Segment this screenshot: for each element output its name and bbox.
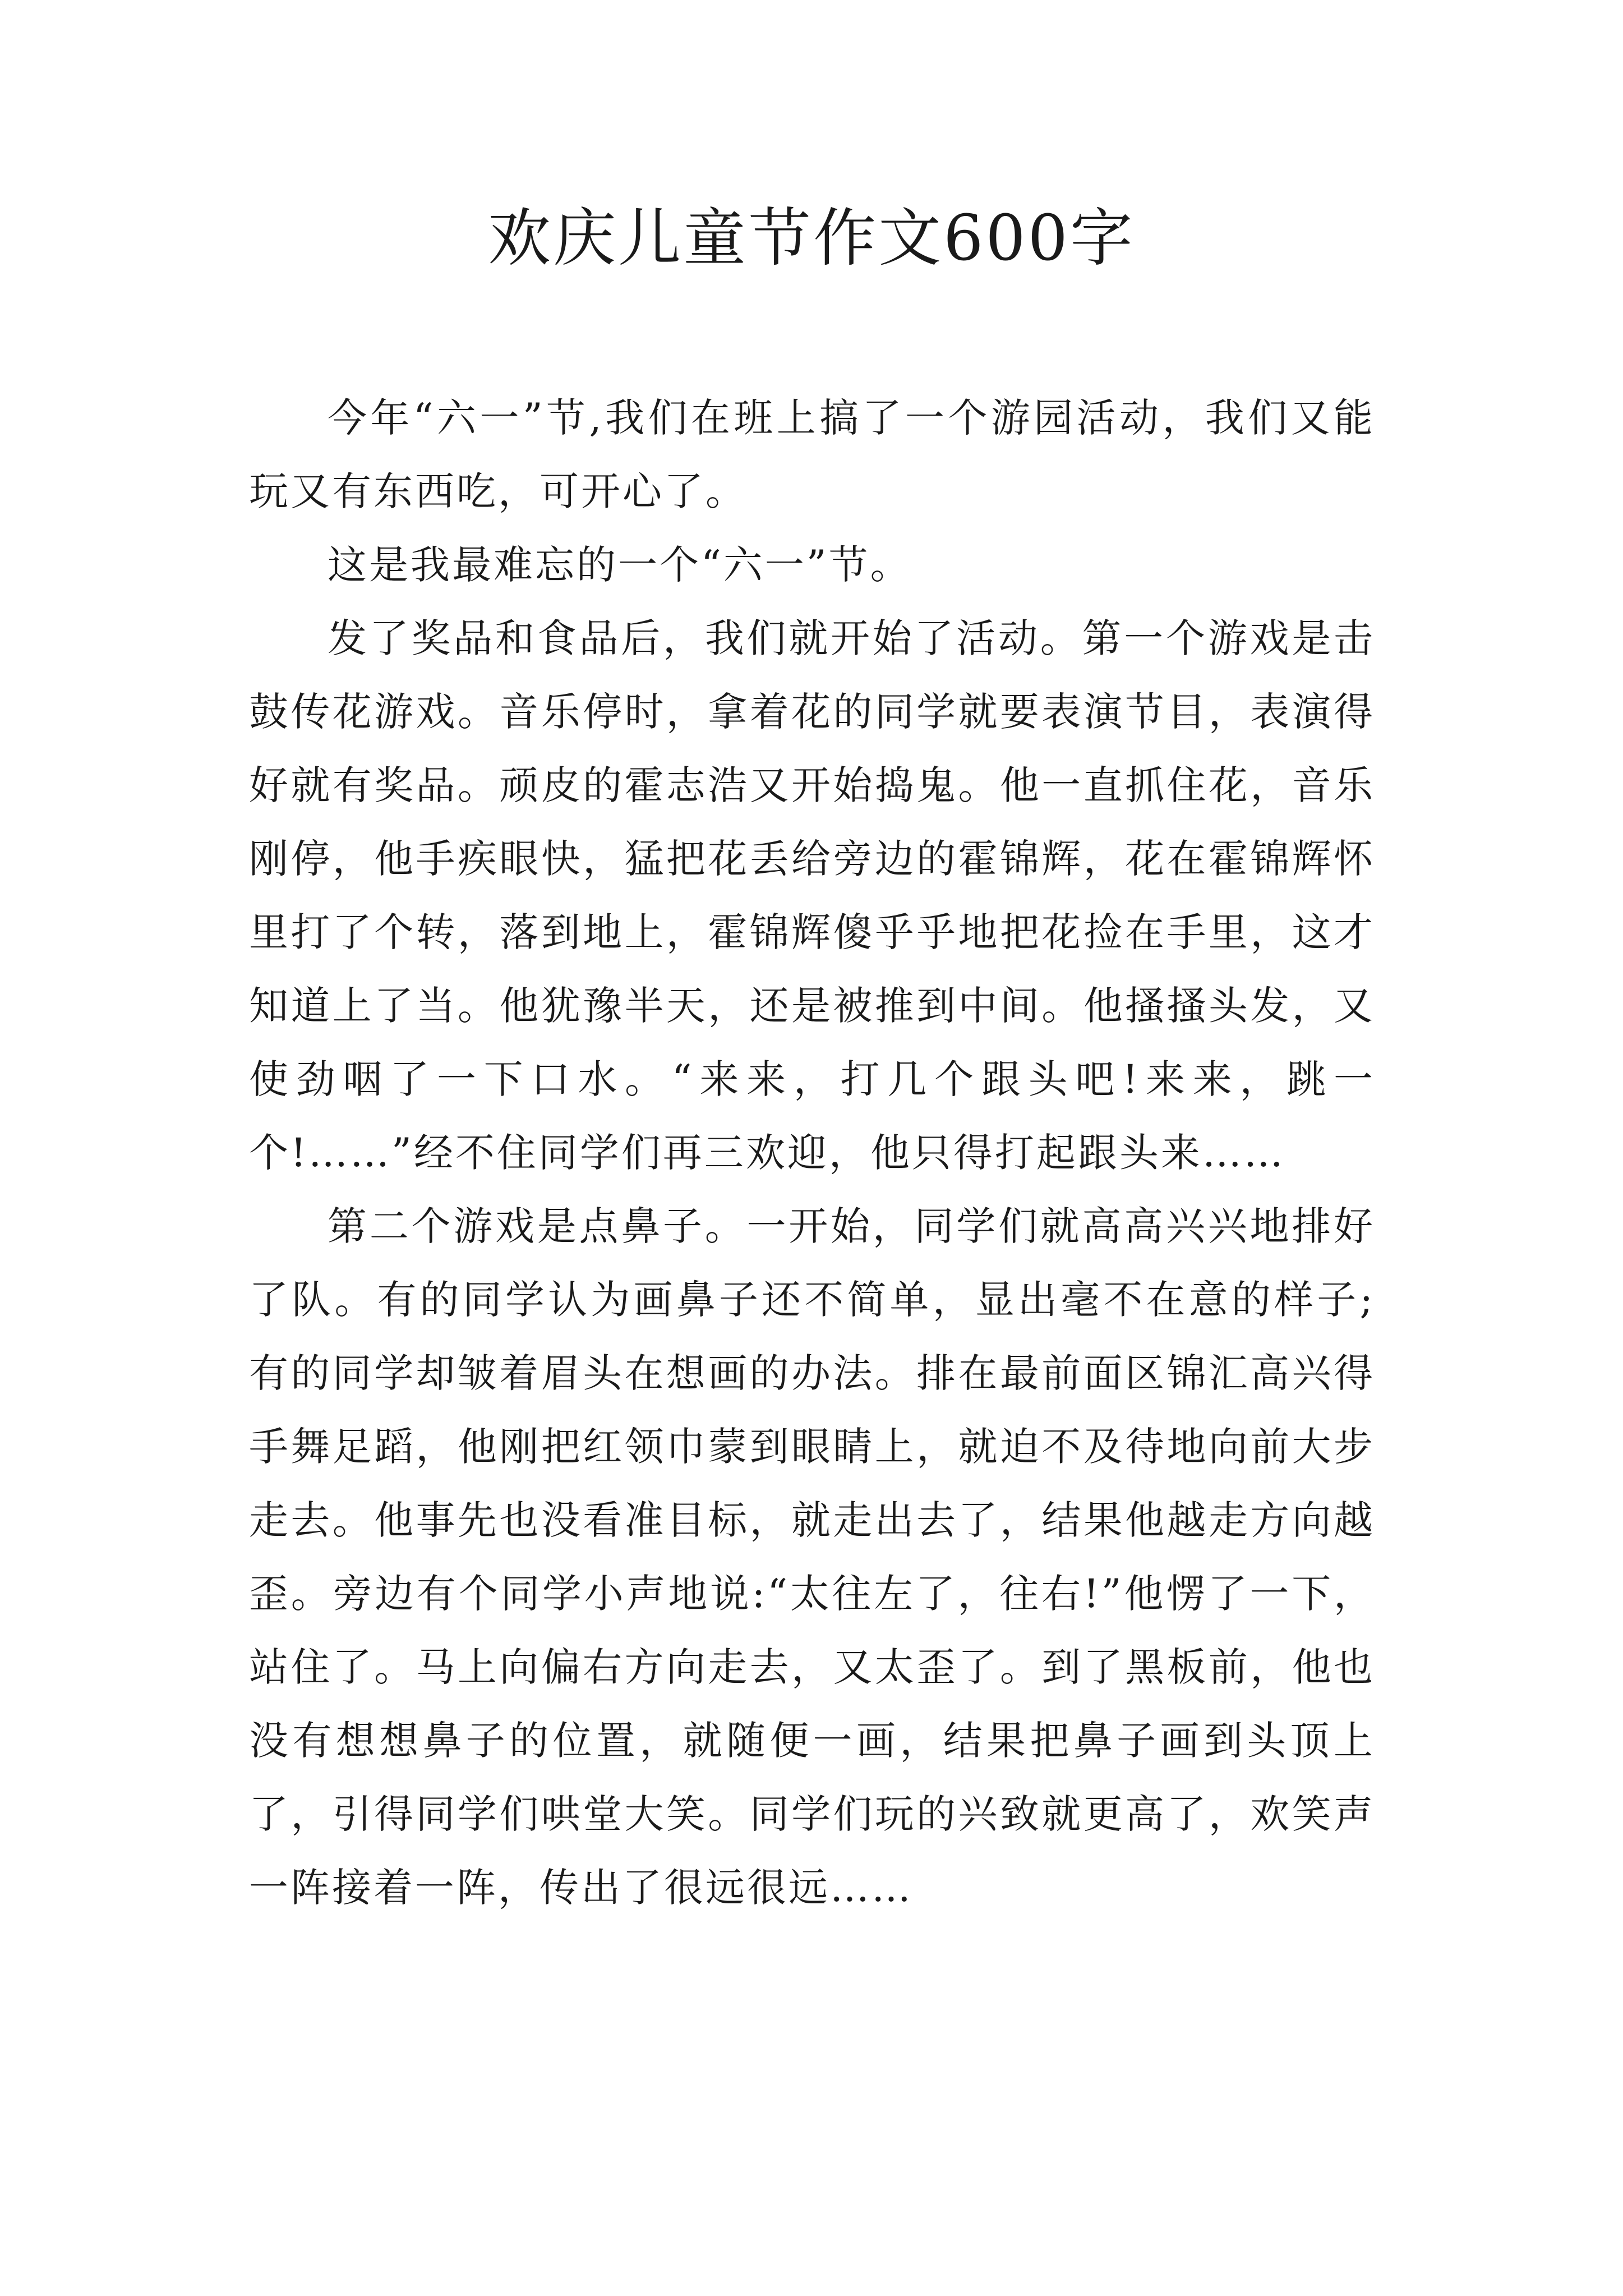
paragraph: 这是我最难忘的一个“六一”节。: [328, 542, 912, 588]
paragraph: 今年“六一”节,我们在班上搞了一个游园活动，我们又能玩又有东西吃，可开心了。: [249, 395, 1375, 514]
document-body: [249, 381, 1375, 1925]
document-title: 欢庆儿童节作文600字: [488, 202, 1135, 275]
paragraph: 发了奖品和食品后，我们就开始了活动。第一个游戏是击鼓传花游戏。音乐停时，拿着花的同学就要表演节目，表演得好就有奖品。顽皮的霍志浩又开始捣鬼。他一直抓住花，音乐刚停，他手疾眼快，猛把花丢给旁边的霍锦辉，花在霍锦辉怀里打了个转，落到地上，霍锦辉傻乎乎地把花捡在手里，这才知道上了当。他犹豫半天，还是被推到中间。他搔搔头发，又使劲咽了一下口水。“来来，打几个跟头吧!来来，跳一个!……”经不住同学们再三欢迎，他只得打起跟头来……: [249, 615, 1375, 1176]
paragraph: 第二个游戏是点鼻子。一开始，同学们就高高兴兴地排好了队。有的同学认为画鼻子还不简单，显出毫不在意的样子;有的同学却皱着眉头在想画的办法。排在最前面区锦汇高兴得手舞足蹈，他刚把红领巾蒙到眼睛上，就迫不及待地向前大步走去。他事先也没看准目标，就走出去了，结果他越走方向越歪。旁边有个同学小声地说:“太往左了，往右!”他愣了一下，站住了。马上向偏右方向走去，又太歪了。到了黑板前，他也没有想想鼻子的位置，就随便一画，结果把鼻子画到头顶上了，引得同学们哄堂大笑。同学们玩的兴致就更高了，欢笑声一阵接着一阵，传出了很远很远……: [249, 1203, 1375, 1911]
